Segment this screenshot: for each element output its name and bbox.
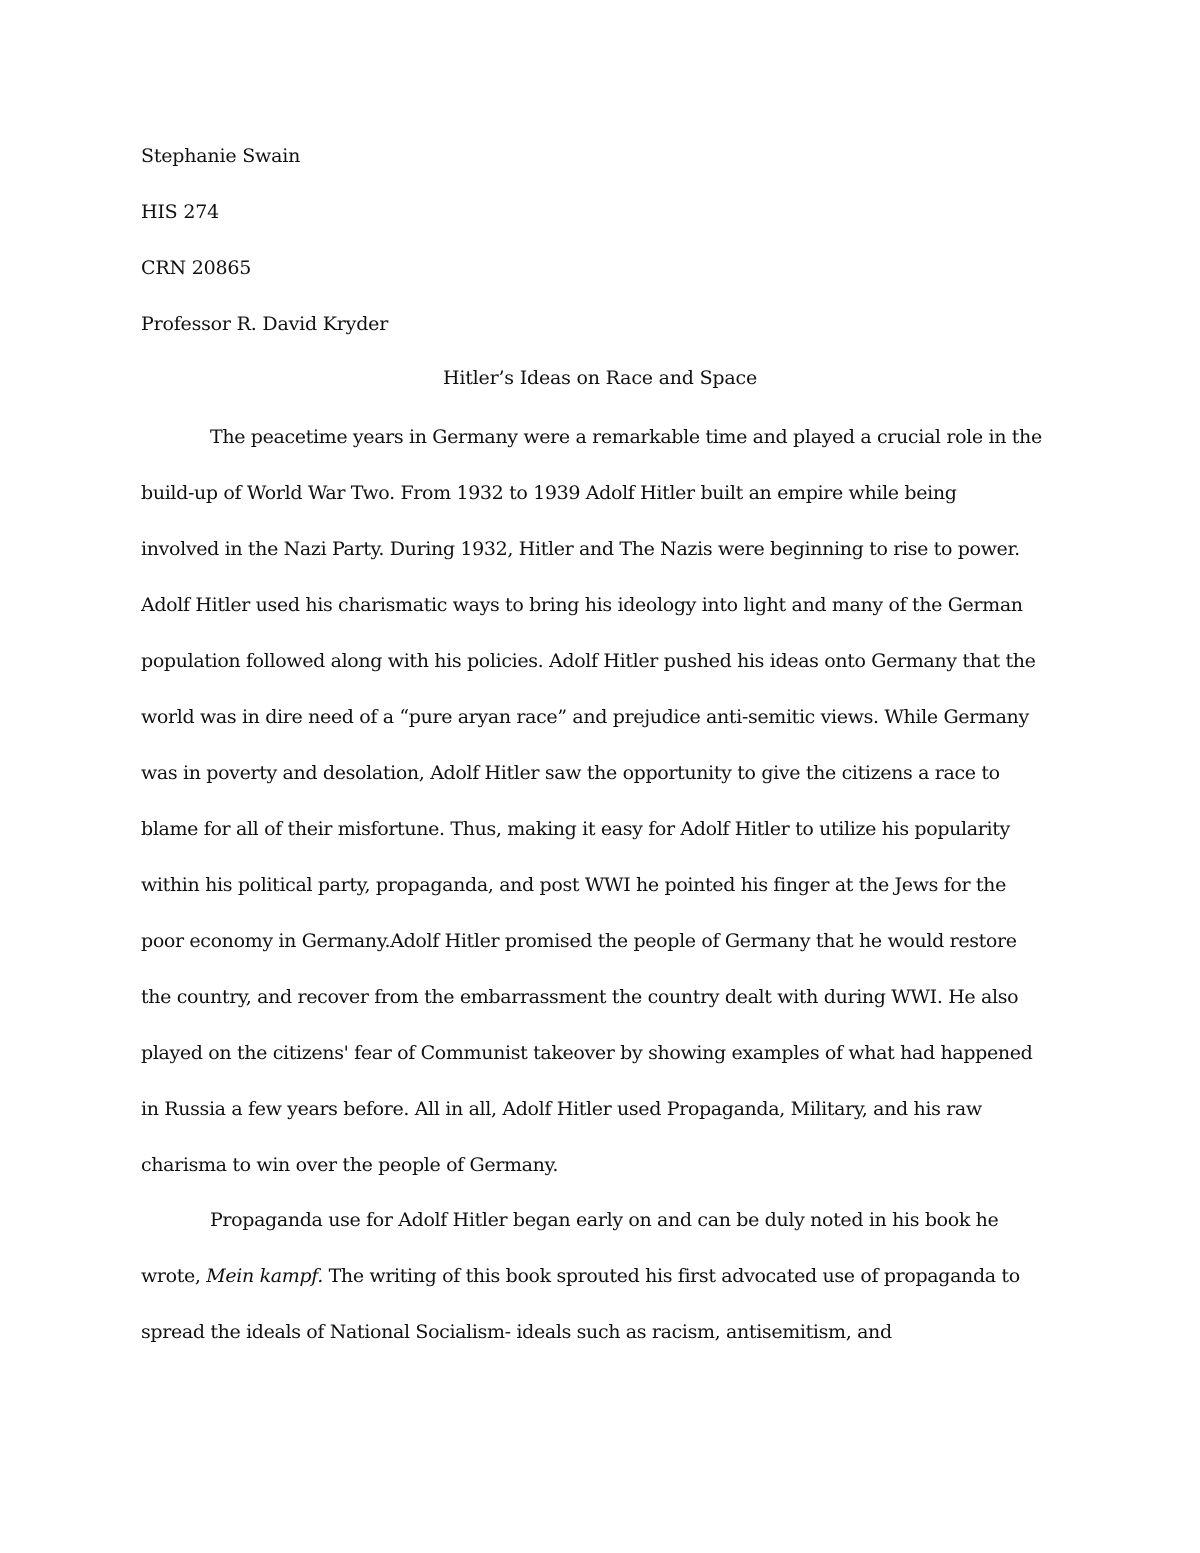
paragraph-line: build-up of World War Two. From 1932 to 1939 Adolf Hitler built an empire while being xyxy=(141,482,957,504)
paragraph-line: Adolf Hitler used his charismatic ways to bring his ideology into light and many of the German xyxy=(141,594,1023,616)
essay-title: Hitler’s Ideas on Race and Space xyxy=(442,367,757,389)
course-code: HIS 274 xyxy=(141,201,219,223)
paragraph-line: within his political party, propaganda, and post WWI he pointed his finger at the Jews for the xyxy=(141,874,1006,896)
student-name: Stephanie Swain xyxy=(141,145,301,167)
book-title: Mein kampf. xyxy=(206,1265,323,1287)
line-suffix: The writing of this book sprouted his first advocated use of propaganda to xyxy=(322,1265,1020,1287)
paragraph-line: played on the citizens' fear of Communist takeover by showing examples of what had happened xyxy=(141,1042,1033,1064)
paragraph-line: spread the ideals of National Socialism- ideals such as racism, antisemitism, and xyxy=(141,1321,892,1343)
paragraph-line: the country, and recover from the embarrassment the country dealt with during WWI. He also xyxy=(141,986,1019,1008)
paragraph-line: was in poverty and desolation, Adolf Hitler saw the opportunity to give the citizens a race to xyxy=(141,762,1000,784)
paragraph-line: in Russia a few years before. All in all, Adolf Hitler used Propaganda, Military, and his raw xyxy=(141,1098,982,1120)
paragraph-line: poor economy in Germany.Adolf Hitler promised the people of Germany that he would restore xyxy=(141,930,1017,952)
paragraph-line: involved in the Nazi Party. During 1932, Hitler and The Nazis were beginning to rise to power. xyxy=(141,538,1020,560)
paragraph-line: charisma to win over the people of Germany. xyxy=(141,1154,559,1176)
line-prefix: wrote, xyxy=(141,1265,207,1287)
paragraph-line: The peacetime years in Germany were a remarkable time and played a crucial role in the xyxy=(210,426,1042,448)
paragraph-line xyxy=(141,1263,1020,1289)
paragraph-line: Propaganda use for Adolf Hitler began early on and can be duly noted in his book he xyxy=(210,1209,999,1231)
professor-name: Professor R. David Kryder xyxy=(141,313,389,335)
course-crn: CRN 20865 xyxy=(141,257,252,279)
paragraph-line: population followed along with his policies. Adolf Hitler pushed his ideas onto Germany that the xyxy=(141,650,1036,672)
paragraph-line: blame for all of their misfortune. Thus, making it easy for Adolf Hitler to utilize his popularity xyxy=(141,818,1010,840)
paragraph-line: world was in dire need of a “pure aryan race” and prejudice anti-semitic views. While Germany xyxy=(141,706,1029,728)
